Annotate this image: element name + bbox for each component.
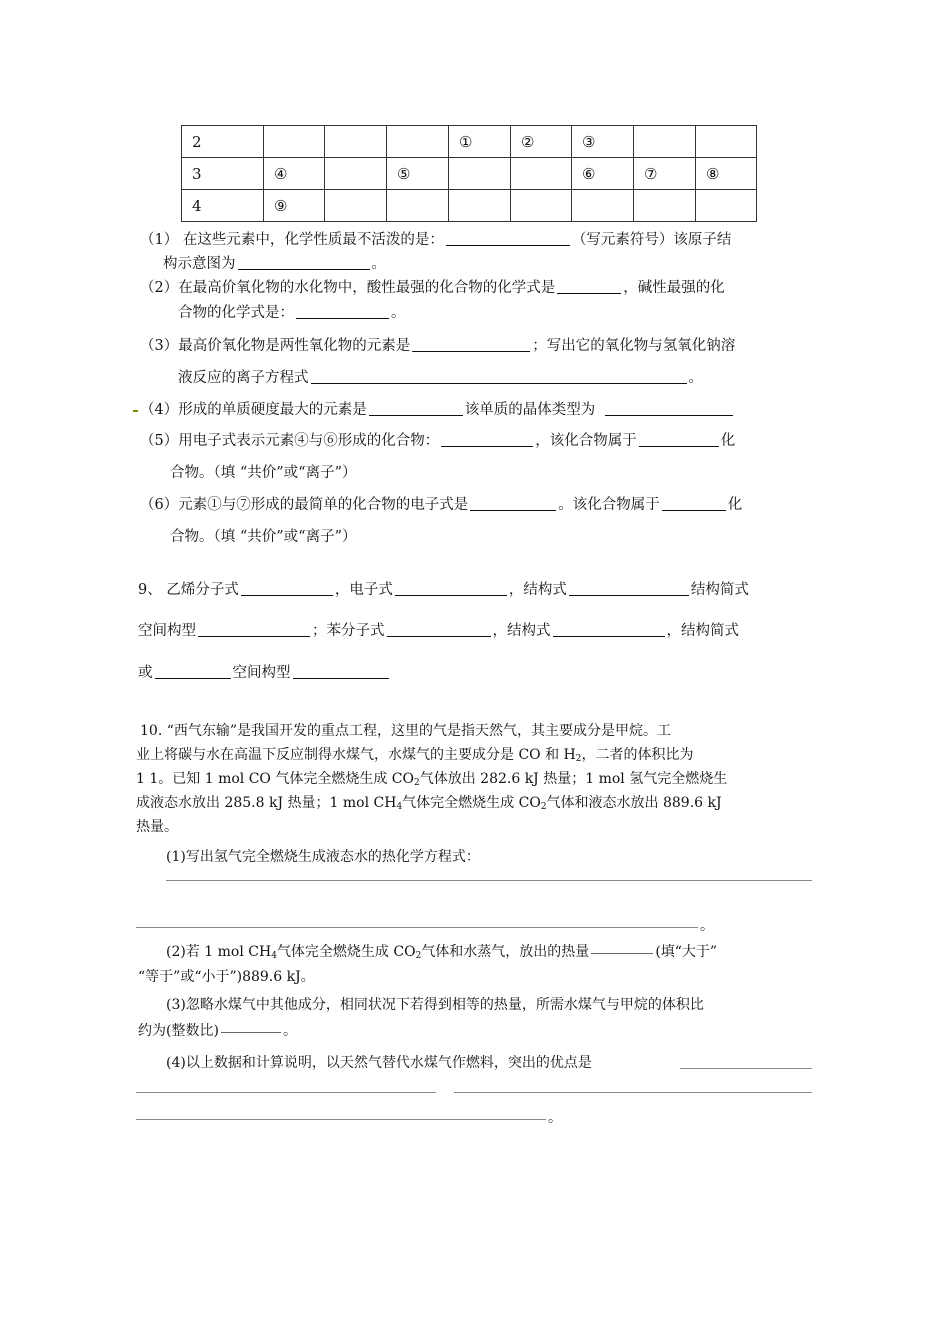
q10-text: 气体完全燃烧生成 CO: [276, 944, 416, 960]
q9-text: 9、 乙烯分子式: [138, 582, 239, 598]
q10-text: (3)忽略水煤气中其他成分，相同状况下若得到相等的热量，所需水煤气与甲烷的体积比: [166, 997, 704, 1013]
answer-blank[interactable]: [198, 635, 310, 637]
q8-p1-text: （写元素符号）该原子结: [571, 232, 732, 248]
subscript: 4: [271, 951, 277, 961]
period: 。: [700, 918, 714, 934]
answer-blank[interactable]: [238, 268, 370, 270]
table-cell: [325, 190, 387, 222]
q8-p1-text: 构示意图为: [163, 256, 236, 272]
q8-part5-line2: [170, 461, 357, 482]
table-cell: [264, 126, 325, 158]
q10-intro-line5: [136, 816, 178, 836]
q10-text: 10. “西气东输”是我国开发的重点工程，这里的气是指天然气，其主要成分是甲烷。工: [140, 723, 672, 739]
q10-text: (4)以上数据和计算说明，以天然气替代水煤气作燃料，突出的优点是: [166, 1055, 592, 1071]
answer-blank[interactable]: [387, 635, 491, 637]
subscript: 2: [415, 951, 422, 961]
table-cell: [696, 190, 757, 222]
answer-blank[interactable]: [311, 382, 687, 384]
answer-blank[interactable]: [605, 414, 733, 416]
answer-blank[interactable]: [221, 1031, 281, 1033]
q8-p6-text: 。该化合物属于: [558, 497, 660, 513]
q9-text: 结构简式: [690, 582, 749, 598]
answer-line[interactable]: [136, 927, 698, 928]
answer-blank[interactable]: [369, 414, 463, 416]
table-cell: [387, 190, 449, 222]
q8-part6-line2: [170, 525, 357, 546]
answer-blank[interactable]: [553, 635, 665, 637]
q8-p2-text: （2）在最高价氧化物的水化物中，酸性最强的化合物的化学式是: [140, 280, 556, 296]
q8-p1-text: （1） 在这些元素中，化学性质最不活泼的是：: [140, 232, 444, 248]
q8-part2-line2: [178, 301, 406, 322]
table-cell: [449, 190, 511, 222]
q8-p5-text: ，该化合物属于: [535, 433, 637, 449]
q10-text: (2)若 1 mol CH: [166, 944, 272, 960]
q10-text: ，二者的体积比为: [581, 747, 694, 763]
q8-p2-text: 合物的化学式是：: [178, 305, 294, 321]
q8-p3-text: （3）最高价氧化物是两性氧化物的元素是: [140, 338, 411, 354]
q9-line1: [138, 578, 749, 599]
q10-intro-line4: [136, 792, 722, 812]
q8-part4-line1: [140, 398, 735, 419]
q8-p5-text: 合物。（填 “共价”或“离子”）: [170, 465, 357, 481]
table-cell: 3: [182, 158, 264, 190]
margin-mark: [133, 410, 138, 412]
table-cell: [325, 158, 387, 190]
answer-line[interactable]: [454, 1092, 812, 1093]
q10-sub4-line1: [166, 1052, 592, 1072]
table-cell: [449, 158, 511, 190]
q9-line2: [138, 619, 739, 640]
q8-p2-text: 。: [391, 305, 406, 321]
answer-blank[interactable]: [639, 445, 719, 447]
q9-line3: [138, 661, 391, 682]
answer-blank[interactable]: [441, 445, 533, 447]
table-cell: [325, 126, 387, 158]
answer-line[interactable]: [136, 1092, 436, 1093]
q8-p4-text: 该单质的晶体类型为: [464, 402, 596, 418]
answer-blank[interactable]: [470, 509, 556, 511]
q9-text: 空间构型: [232, 665, 291, 681]
q9-text: 空间构型: [138, 623, 196, 639]
table-cell: ③: [572, 126, 634, 158]
q8-part3-line2: [178, 366, 703, 387]
answer-blank[interactable]: [412, 350, 530, 352]
q9-text: ，电子式: [334, 582, 393, 598]
q9-text: ，结构简式: [666, 623, 739, 639]
table-row: [182, 190, 757, 222]
q10-sub1: [166, 846, 480, 866]
q10-sub2-line2: [138, 966, 315, 986]
subscript: 2: [575, 754, 582, 764]
q8-p5-text: （5）用电子式表示元素④与⑥形成的化合物：: [140, 433, 440, 449]
q8-part2-line1: [140, 276, 725, 297]
table-cell: 2: [182, 126, 264, 158]
q8-p6-text: 合物。（填 “共价”或“离子”）: [170, 529, 357, 545]
table-cell: ⑦: [634, 158, 696, 190]
q10-text: 业上将碳与水在高温下反应制得水煤气，水煤气的主要成分是 CO 和 H: [136, 747, 576, 763]
q10-text: 成液态水放出 285.8 kJ 热量；1 mol CH: [136, 795, 397, 811]
q10-text: 。: [282, 1023, 297, 1039]
answer-line[interactable]: [136, 1119, 546, 1120]
answer-blank[interactable]: [155, 677, 231, 679]
period: 。: [548, 1110, 562, 1126]
q10-intro-line2: [136, 744, 693, 764]
subscript: 2: [413, 778, 420, 788]
q8-part1-line1: [140, 228, 731, 249]
table-row: [182, 126, 757, 158]
answer-blank[interactable]: [557, 292, 621, 294]
table-cell: [634, 190, 696, 222]
q8-p2-text: ，碱性最强的化: [623, 280, 725, 296]
q9-text: ，结构式: [492, 623, 551, 639]
table-cell: ①: [449, 126, 511, 158]
q10-text: 气体和液态水放出 889.6 kJ: [546, 795, 722, 811]
q8-p3-text: ；写出它的氧化物与氢氧化钠溶: [532, 338, 736, 354]
answer-blank[interactable]: [293, 677, 389, 679]
table-cell: ④: [264, 158, 325, 190]
q10-text: 1 1。已知 1 mol CO 气体完全燃烧生成 CO: [136, 771, 414, 787]
q8-part6-line1: [140, 493, 742, 514]
q10-text: “等于”或“小于”)889.6 kJ。: [138, 969, 315, 985]
q10-text: 热量。: [136, 819, 178, 835]
q8-p3-text: 。: [688, 370, 703, 386]
q8-part1-line2: [163, 252, 386, 273]
q8-p4-text: （4）形成的单质硬度最大的元素是: [140, 402, 367, 418]
answer-blank[interactable]: [241, 594, 333, 596]
periodic-table-fragment: [181, 125, 757, 222]
q10-text: 约为(整数比): [138, 1023, 219, 1039]
answer-blank[interactable]: [569, 594, 689, 596]
q8-p5-text: 化: [720, 433, 736, 449]
q8-part5-line1: [140, 429, 735, 450]
subscript: 2: [540, 802, 547, 812]
q10-sub3-line1: [166, 994, 704, 1014]
q8-p1-text: 。: [371, 256, 386, 272]
q10-sub3-line2: [138, 1020, 297, 1040]
table-cell: [387, 126, 449, 158]
q9-text: ；苯分子式: [312, 623, 385, 639]
q10-text: 气体和水蒸气，放出的热量: [421, 944, 590, 960]
table-cell: ⑥: [572, 158, 634, 190]
q10-intro-line1: [140, 720, 671, 740]
q8-p3-text: 液反应的离子方程式: [178, 370, 309, 386]
table-cell: [696, 126, 757, 158]
q10-text: (填“大于”: [655, 944, 718, 960]
q10-text: 气体完全燃烧生成 CO: [402, 795, 541, 811]
q9-text: ，结构式: [508, 582, 567, 598]
answer-line[interactable]: [680, 1068, 812, 1069]
answer-blank[interactable]: [591, 952, 653, 954]
table-cell: ②: [511, 126, 572, 158]
table-cell: [511, 158, 572, 190]
q10-text: (1)写出氢气完全燃烧生成液态水的热化学方程式：: [166, 849, 480, 865]
q10-intro-line3: [136, 768, 727, 788]
q10-sub2-line1: [166, 941, 717, 961]
table-cell: 4: [182, 190, 264, 222]
q10-text: 气体放出 282.6 kJ 热量；1 mol 氢气完全燃烧生: [419, 771, 728, 787]
answer-blank[interactable]: [395, 594, 507, 596]
q8-part3-line1: [140, 334, 735, 355]
answer-line[interactable]: [166, 880, 812, 881]
table-cell: [572, 190, 634, 222]
q8-p6-text: 化: [727, 497, 743, 513]
answer-blank[interactable]: [662, 509, 726, 511]
q9-text: 或: [138, 665, 153, 681]
q8-p6-text: （6）元素①与⑦形成的最简单的化合物的电子式是: [140, 497, 469, 513]
table-cell: ⑨: [264, 190, 325, 222]
table-cell: [511, 190, 572, 222]
table-cell: ⑤: [387, 158, 449, 190]
table-cell: [634, 126, 696, 158]
subscript: 4: [396, 802, 403, 812]
answer-blank[interactable]: [446, 244, 570, 246]
table-cell: ⑧: [696, 158, 757, 190]
answer-blank[interactable]: [296, 317, 389, 319]
table-row: [182, 158, 757, 190]
